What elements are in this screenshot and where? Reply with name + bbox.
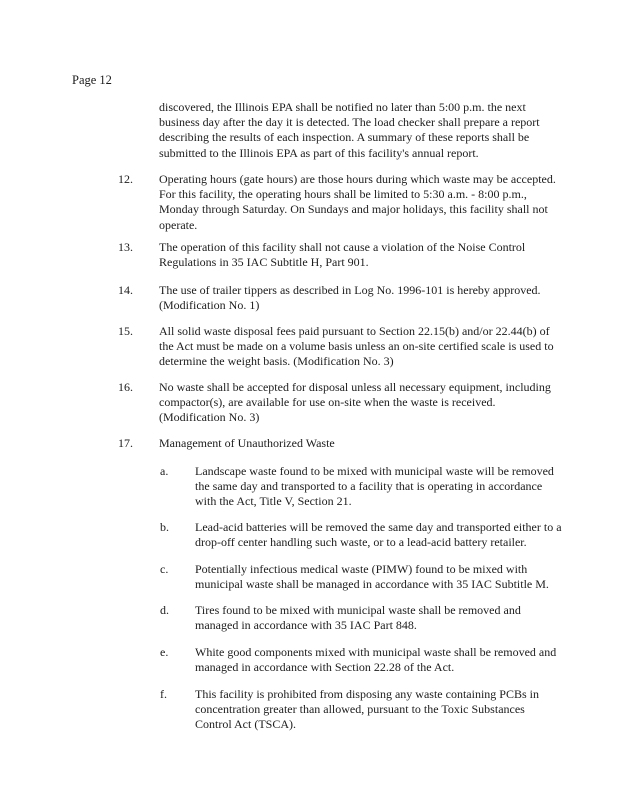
condition-number-16: 16.	[118, 380, 133, 394]
condition-text-12: Operating hours (gate hours) are those hours during which waste may be accepted. For this facility, the operating hours shall be limited to 5:30 a.m. - 8:00 p.m., Monday through Saturday. On Sundays and major holidays, this facility shall not operate.	[159, 172, 556, 232]
condition-number-12: 12.	[118, 172, 133, 186]
subitem-text-e: White good components mixed with municipal waste shall be removed and managed in accordance with Section 22.28 of the Act.	[195, 645, 557, 675]
condition-number-13: 13.	[118, 240, 133, 254]
condition-number-14: 14.	[118, 283, 133, 297]
condition-text-16: No waste shall be accepted for disposal unless all necessary equipment, including compactor(s), are available for use on-site when the waste is received. (Modification No. 3)	[159, 380, 551, 425]
condition-number-17: 17.	[118, 436, 133, 450]
condition-number-15: 15.	[118, 324, 133, 338]
subitem-text-c: Potentially infectious medical waste (PIMW) found to be mixed with municipal waste shall be managed in accordance with 35 IAC Subtitle M.	[195, 562, 549, 592]
subitem-letter-e: e.	[160, 645, 169, 659]
page-number: Page 12	[72, 73, 112, 87]
subitem-letter-b: b.	[160, 520, 169, 534]
subitem-text-f: This facility is prohibited from disposing any waste containing PCBs in concentration greater than allowed, pursuant to the Toxic Substances Control Act (TSCA).	[195, 687, 539, 732]
condition-text-13: The operation of this facility shall not cause a violation of the Noise Control Regulations in 35 IAC Subtitle H, Part 901.	[159, 240, 526, 270]
condition-text-17: Management of Unauthorized Waste	[159, 436, 335, 450]
continuation-paragraph: discovered, the Illinois EPA shall be notified no later than 5:00 p.m. the next business day after the day it is detected. The load checker shall prepare a report describing the results of each inspection. A summary of these reports shall be submitted to the Illinois EPA as part of this facility's annual report.	[159, 100, 540, 160]
subitem-letter-f: f.	[160, 687, 167, 701]
subitem-text-a: Landscape waste found to be mixed with municipal waste will be removed the same day and transported to a facility that is operating in accordance with the Act, Title V, Section 21.	[195, 464, 554, 509]
condition-text-15: All solid waste disposal fees paid pursuant to Section 22.15(b) and/or 22.44(b) of the Act must be made on a volume basis unless an on-site certified scale is used to determine the weight basis. (Modification No. 3)	[159, 324, 554, 369]
subitem-letter-c: c.	[160, 562, 169, 576]
subitem-text-d: Tires found to be mixed with municipal waste shall be removed and managed in accordance with 35 IAC Part 848.	[195, 603, 521, 633]
subitem-letter-a: a.	[160, 464, 169, 478]
condition-text-14: The use of trailer tippers as described in Log No. 1996-101 is hereby approved. (Modification No. 1)	[159, 283, 541, 313]
subitem-letter-d: d.	[160, 603, 169, 617]
subitem-text-b: Lead-acid batteries will be removed the same day and transported either to a drop-off center handling such waste, or to a lead-acid battery retailer.	[195, 520, 562, 550]
